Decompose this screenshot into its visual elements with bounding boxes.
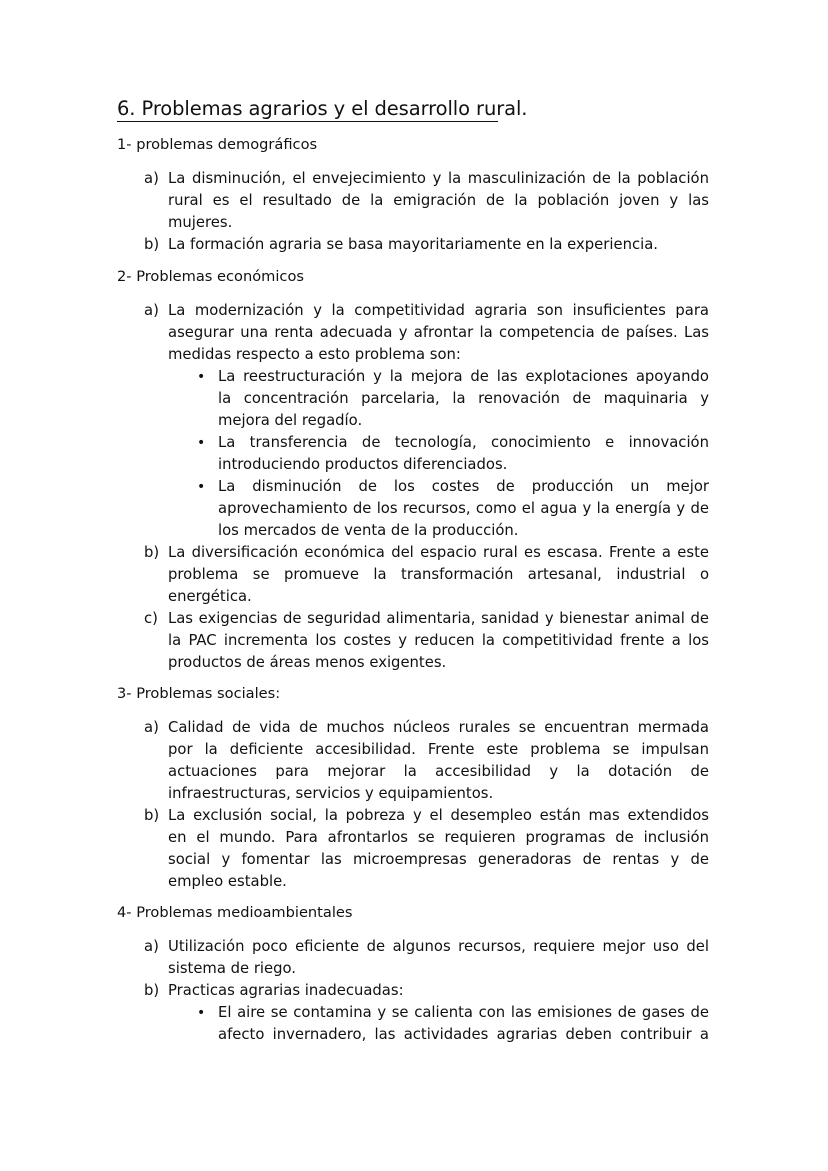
title-underline — [117, 121, 498, 122]
list-marker: b) — [144, 982, 160, 999]
text-line: introduciendo productos diferenciados. — [218, 456, 508, 473]
text-line: La disminución de los costes de producción un mejor — [218, 478, 709, 495]
section-heading-demograficos: 1- problemas demográficos — [117, 136, 318, 153]
text-line: La diversificación económica del espacio rural es escasa. Frente a este — [168, 544, 709, 561]
text-line: La disminución, el envejecimiento y la masculinización de la población — [168, 170, 709, 187]
list-marker: b) — [144, 544, 160, 561]
text-line: en el mundo. Para afrontarlos se requieren programas de inclusión — [168, 829, 709, 846]
text-line: problema se promueve la transformación artesanal, industrial o — [168, 566, 709, 583]
text-line: la concentración parcelaria, la renovación de maquinaria y — [218, 390, 709, 407]
text-line: la PAC incrementa los costes y reducen la competitividad frente a los — [168, 632, 709, 649]
text-line: rural es el resultado de la emigración de la población joven y las — [168, 192, 709, 209]
list-item — [144, 168, 709, 234]
bullet-icon: • — [197, 1005, 206, 1021]
list-item — [144, 234, 709, 256]
list-marker: b) — [144, 807, 160, 824]
text-line: La exclusión social, la pobreza y el desempleo están mas extendidos — [168, 807, 709, 824]
text-line: afecto invernadero, las actividades agrarias deben contribuir a — [218, 1026, 709, 1043]
text-line: empleo estable. — [168, 873, 287, 890]
text-line: energética. — [168, 588, 252, 605]
text-line: mejora del regadío. — [218, 412, 363, 429]
text-line: La reestructuración y la mejora de las explotaciones apoyando — [218, 368, 709, 385]
list-marker: c) — [144, 610, 158, 627]
list-item — [144, 717, 709, 805]
list-item — [144, 980, 709, 1002]
bullet-item — [197, 366, 709, 432]
text-line: La modernización y la competitividad agraria son insuficientes para — [168, 302, 709, 319]
section-heading-sociales: 3- Problemas sociales: — [117, 685, 281, 702]
list-item — [144, 300, 709, 366]
page-title: 6. Problemas agrarios y el desarrollo rural. — [117, 97, 528, 120]
text-line: Practicas agrarias inadecuadas: — [168, 982, 404, 999]
text-line: Las exigencias de seguridad alimentaria, sanidad y bienestar animal de — [168, 610, 709, 627]
text-line: productos de áreas menos exigentes. — [168, 654, 447, 671]
list-marker: b) — [144, 236, 160, 253]
list-item — [144, 805, 709, 893]
section-heading-medioambientales: 4- Problemas medioambientales — [117, 904, 353, 921]
bullet-icon: • — [197, 435, 206, 451]
list-item — [144, 936, 709, 980]
text-line: social y fomentar las microempresas generadoras de rentas y de — [168, 851, 709, 868]
list-marker: a) — [144, 719, 159, 736]
list-item — [144, 542, 709, 608]
list-marker: a) — [144, 170, 159, 187]
text-line: infraestructuras, servicios y equipamientos. — [168, 785, 494, 802]
text-line: los mercados de venta de la producción. — [218, 522, 519, 539]
list-marker: a) — [144, 302, 159, 319]
text-line: La formación agraria se basa mayoritariamente en la experiencia. — [168, 236, 658, 253]
text-line: medidas respecto a esto problema son: — [168, 346, 461, 363]
section-heading-economicos: 2- Problemas económicos — [117, 268, 304, 285]
bullet-icon: • — [197, 479, 206, 495]
text-line: aprovechamiento de los recursos, como el agua y la energía y de — [218, 500, 709, 517]
text-line: mujeres. — [168, 214, 233, 231]
list-marker: a) — [144, 938, 159, 955]
bullet-item — [197, 432, 709, 476]
text-line: sistema de riego. — [168, 960, 297, 977]
bullet-icon: • — [197, 369, 206, 385]
text-line: asegurar una renta adecuada y afrontar la competencia de países. Las — [168, 324, 709, 341]
list-item — [144, 608, 709, 674]
text-line: Utilización poco eficiente de algunos recursos, requiere mejor uso del — [168, 938, 709, 955]
bullet-item — [197, 476, 709, 542]
text-line: La transferencia de tecnología, conocimiento e innovación — [218, 434, 709, 451]
text-line: por la deficiente accesibilidad. Frente este problema se impulsan — [168, 741, 709, 758]
bullet-item — [197, 1002, 709, 1046]
text-line: Calidad de vida de muchos núcleos rurales se encuentran mermada — [168, 719, 709, 736]
text-line: El aire se contamina y se calienta con las emisiones de gases de — [218, 1004, 709, 1021]
text-line: actuaciones para mejorar la accesibilidad y la dotación de — [168, 763, 709, 780]
